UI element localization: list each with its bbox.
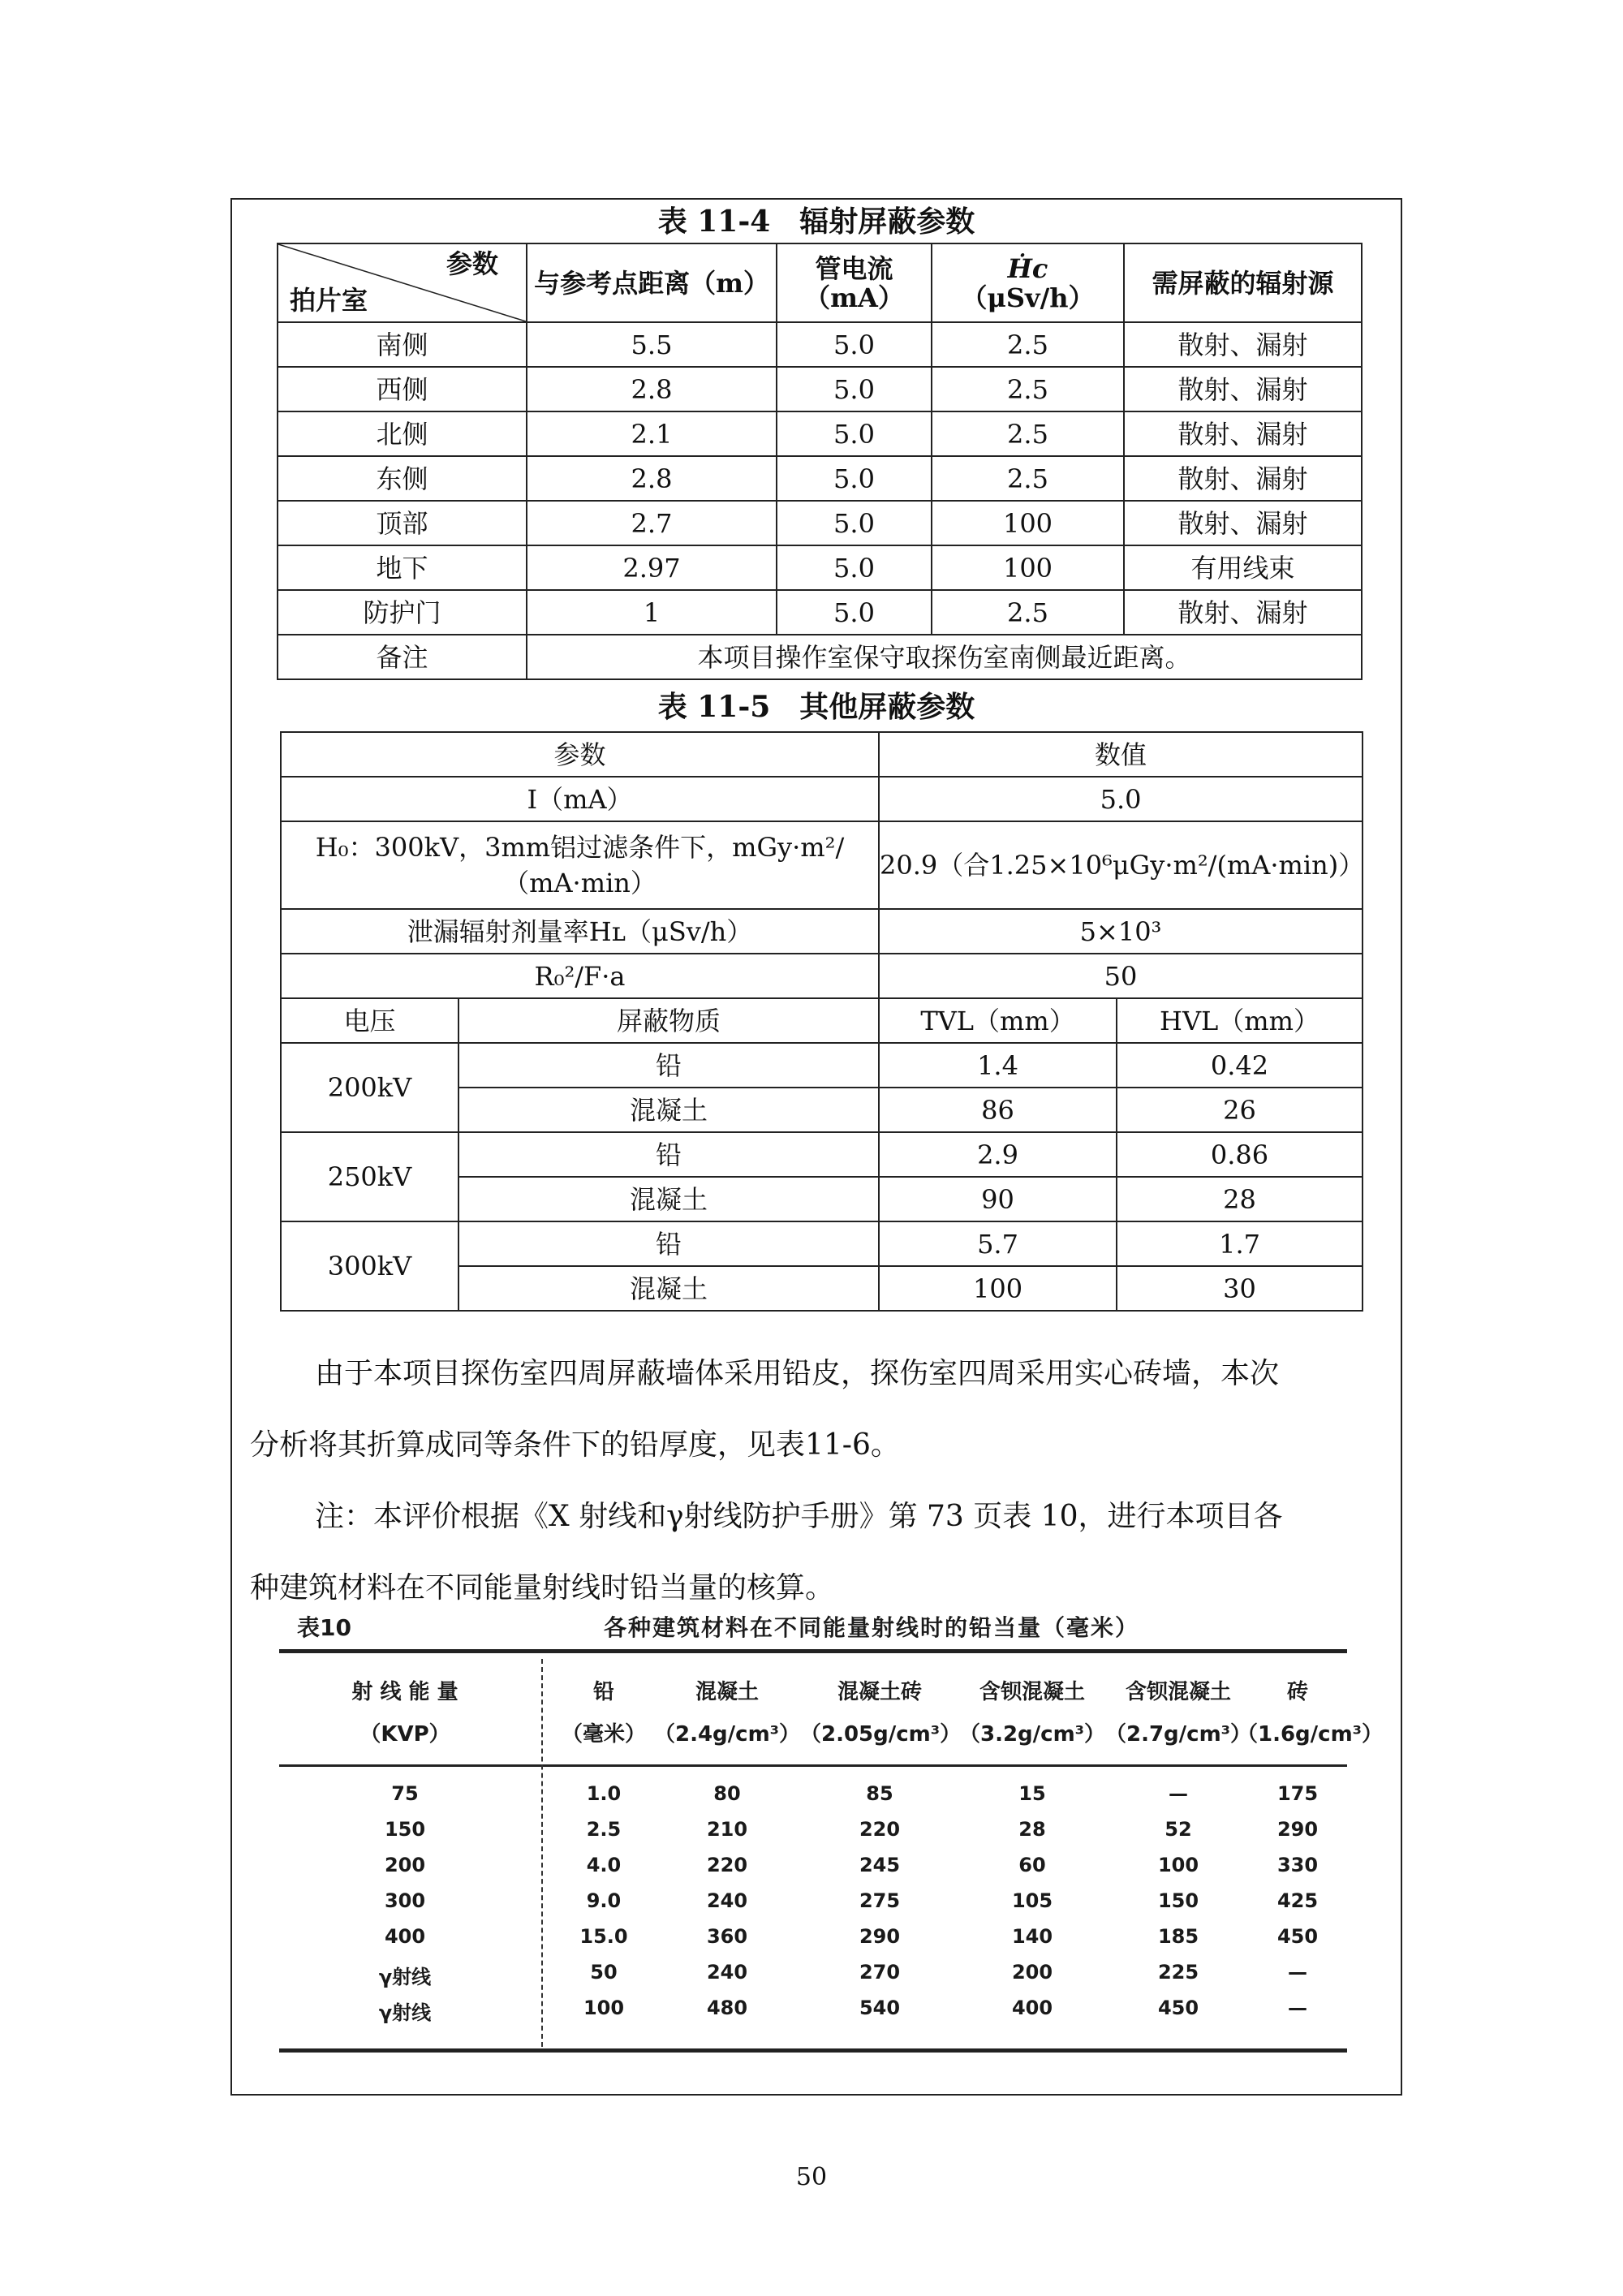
scan-cell: 28 [1018, 1818, 1046, 1841]
room-name: 南侧 [278, 322, 527, 367]
hc-cell: 100 [932, 501, 1124, 545]
scan-cell: 200 [1011, 1961, 1053, 1984]
hvl-cell: 28 [1117, 1177, 1363, 1221]
scan-cell: 290 [1276, 1818, 1319, 1841]
current-cell: 5.0 [777, 590, 932, 635]
param-row [281, 777, 1363, 821]
scan-cell: 175 [1276, 1782, 1319, 1805]
scan-cell: 100 [1157, 1854, 1199, 1876]
table-11-4-caption: 表 11-4 辐射屏蔽参数 [657, 205, 975, 239]
source-cell: 散射、漏射 [1124, 590, 1362, 635]
scan-cell: 245 [859, 1854, 901, 1876]
scan-col-sub: （3.2g/cm³） [959, 1722, 1106, 1747]
material-cell: 铅 [458, 1043, 879, 1088]
param-value: 5.0 [879, 777, 1363, 821]
distance-cell: 2.8 [527, 367, 777, 411]
scan-cell: 85 [866, 1782, 893, 1805]
param-value: 5×10³ [879, 909, 1363, 954]
scan-cell: 150 [1157, 1889, 1199, 1912]
table-row [278, 545, 1362, 590]
scan-cell: 15.0 [579, 1925, 628, 1948]
hc-cell: 2.5 [932, 411, 1124, 456]
shield-header-row [281, 998, 1363, 1043]
hc-symbol: Ḣc [1007, 252, 1048, 284]
source-cell: 散射、漏射 [1124, 501, 1362, 545]
param-row [281, 909, 1363, 954]
scan-cell: 105 [1011, 1889, 1053, 1912]
header-rule [279, 1764, 1347, 1767]
scan-cell: 200 [384, 1854, 426, 1876]
voltage-header: 电压 [281, 998, 458, 1043]
tvl-cell: 2.9 [879, 1132, 1117, 1177]
top-rule [279, 1649, 1347, 1653]
current-cell: 5.0 [777, 367, 932, 411]
scan-cell: 540 [859, 1997, 901, 2019]
bottom-rule [279, 2048, 1347, 2053]
table-row [278, 367, 1362, 411]
param-value: 20.9（合1.25×10⁶μGy·m²/(mA·min)） [879, 821, 1363, 909]
scan-col-header: 含钡混凝土 [979, 1680, 1085, 1704]
scan-cell: 1.0 [586, 1782, 622, 1805]
param-header-row [281, 732, 1363, 777]
scan-cell: 240 [706, 1961, 748, 1984]
material-header: 屏蔽物质 [458, 998, 879, 1043]
scanned-table-10 [279, 1610, 1384, 2048]
scan-cell: 80 [713, 1782, 741, 1805]
room-name: 顶部 [278, 501, 527, 545]
shield-row [281, 1221, 1363, 1266]
current-cell: 5.0 [777, 501, 932, 545]
source-cell: 散射、漏射 [1124, 322, 1362, 367]
scan-cell: 150 [384, 1818, 426, 1841]
scan-cell: 220 [859, 1818, 901, 1841]
paragraph-line: 分析将其折算成同等条件下的铅厚度，见表11-6。 [250, 1428, 900, 1462]
scan-cell: 100 [583, 1997, 625, 2019]
scan-cell: 330 [1276, 1854, 1319, 1876]
scan-cell: 2.5 [586, 1818, 622, 1841]
room-name: 北侧 [278, 411, 527, 456]
param-row [281, 821, 1363, 909]
scan-col-header: 砖 [1286, 1680, 1308, 1704]
paragraph-line: 种建筑材料在不同能量射线时铅当量的核算。 [250, 1571, 835, 1605]
table-11-4 [277, 243, 1363, 680]
scan-cell: 290 [859, 1925, 901, 1948]
distance-header: 与参考点距离（m） [527, 243, 777, 322]
scan-col-sub: （2.4g/cm³） [654, 1722, 801, 1747]
scan-cell: 450 [1276, 1925, 1319, 1948]
source-cell: 散射、漏射 [1124, 367, 1362, 411]
param-name: I（mA） [281, 777, 879, 821]
scan-cell: 400 [1011, 1997, 1053, 2019]
scan-cell: 450 [1157, 1997, 1199, 2019]
current-cell: 5.0 [777, 456, 932, 501]
table-row [278, 590, 1362, 635]
room-name: 防护门 [278, 590, 527, 635]
scan-cell: 270 [859, 1961, 901, 1984]
diag-param-label: 参数 [446, 248, 498, 279]
scan-cell: 52 [1165, 1818, 1192, 1841]
scan-col-sub: （2.05g/cm³） [800, 1722, 962, 1747]
table-row [278, 501, 1362, 545]
tvl-cell: 86 [879, 1088, 1117, 1132]
hvl-cell: 26 [1117, 1088, 1363, 1132]
hc-cell: 2.5 [932, 367, 1124, 411]
note-text: 本项目操作室保守取探伤室南侧最近距离。 [527, 635, 1362, 679]
scan-cell: 360 [706, 1925, 748, 1948]
param-name: 泄漏辐射剂量率Hʟ（μSv/h） [281, 909, 879, 954]
value-header: 数值 [879, 732, 1363, 777]
distance-cell: 2.1 [527, 411, 777, 456]
distance-cell: 2.7 [527, 501, 777, 545]
room-name: 地下 [278, 545, 527, 590]
param-name: H₀：300kV，3mm铝过滤条件下，mGy·m²/（mA·min） [281, 821, 879, 909]
scan-cell: 240 [706, 1889, 748, 1912]
current-cell: 5.0 [777, 545, 932, 590]
scan-cell: 300 [384, 1889, 426, 1912]
current-cell: 5.0 [777, 411, 932, 456]
hvl-cell: 30 [1117, 1266, 1363, 1311]
scan-col-sub: （1.6g/cm³） [1237, 1722, 1384, 1747]
page-frame [230, 198, 1402, 2096]
material-cell: 铅 [458, 1132, 879, 1177]
param-name: R₀²/F·a [281, 954, 879, 998]
tvl-cell: 100 [879, 1266, 1117, 1311]
voltage-cell: 250kV [281, 1132, 458, 1221]
scan-col-header: 混凝土 [695, 1680, 759, 1704]
scan-cell: 425 [1276, 1889, 1319, 1912]
scan-cell: 400 [384, 1925, 426, 1948]
hc-header [932, 243, 1124, 322]
scan-cell: — [1169, 1782, 1188, 1805]
scan-cell: 9.0 [586, 1889, 622, 1912]
hvl-cell: 0.86 [1117, 1132, 1363, 1177]
table-row [278, 411, 1362, 456]
scan-col-sub: （毫米） [561, 1722, 646, 1747]
material-cell: 混凝土 [458, 1177, 879, 1221]
body-paragraphs [250, 1338, 1386, 1624]
voltage-cell: 300kV [281, 1221, 458, 1311]
scan-cell: 225 [1157, 1961, 1199, 1984]
table-11-5-caption: 表 11-5 其他屏蔽参数 [657, 690, 975, 724]
note-row [278, 635, 1362, 679]
source-cell: 散射、漏射 [1124, 456, 1362, 501]
hc-cell: 2.5 [932, 590, 1124, 635]
distance-cell: 2.8 [527, 456, 777, 501]
paragraph-line: 由于本项目探伤室四周屏蔽墙体采用铅皮，探伤室四周采用实心砖墙，本次 [315, 1357, 1280, 1390]
scan-col-header: 铅 [592, 1680, 614, 1704]
hvl-header: HVL（mm） [1117, 998, 1363, 1043]
distance-cell: 2.97 [527, 545, 777, 590]
tvl-cell: 1.4 [879, 1043, 1117, 1088]
scan-cell: 15 [1018, 1782, 1046, 1805]
diagonal-header-cell [278, 243, 527, 322]
shield-row [281, 1132, 1363, 1177]
scan-cell: 275 [859, 1889, 901, 1912]
note-label: 备注 [278, 635, 527, 679]
material-cell: 铅 [458, 1221, 879, 1266]
param-row [281, 954, 1363, 998]
hc-cell: 2.5 [932, 456, 1124, 501]
table-row [278, 322, 1362, 367]
table-header-row [278, 243, 1362, 322]
scan-cell: γ射线 [378, 2001, 432, 2024]
scan-table-label: 表10 [297, 1614, 351, 1641]
voltage-cell: 200kV [281, 1043, 458, 1132]
tvl-cell: 5.7 [879, 1221, 1117, 1266]
scan-cell: — [1288, 1961, 1307, 1984]
scan-col-sub: （KVP） [359, 1722, 450, 1747]
scan-cell: 4.0 [586, 1854, 622, 1876]
column-divider [541, 1659, 543, 2047]
hc-cell: 2.5 [932, 322, 1124, 367]
distance-cell: 5.5 [527, 322, 777, 367]
diag-room-label: 拍片室 [290, 285, 368, 316]
room-name: 东侧 [278, 456, 527, 501]
current-header: 管电流（mA） [777, 243, 932, 322]
hc-cell: 100 [932, 545, 1124, 590]
scan-cell: 75 [391, 1782, 419, 1805]
source-header: 需屏蔽的辐射源 [1124, 243, 1362, 322]
material-cell: 混凝土 [458, 1266, 879, 1311]
scan-table-title: 各种建筑材料在不同能量射线时的铅当量（毫米） [604, 1614, 1140, 1641]
scan-cell: γ射线 [378, 1966, 432, 1988]
tvl-cell: 90 [879, 1177, 1117, 1221]
param-value: 50 [879, 954, 1363, 998]
page-number: 50 [795, 2163, 828, 2191]
table-row [278, 456, 1362, 501]
scan-col-header: 混凝土砖 [837, 1680, 922, 1704]
material-cell: 混凝土 [458, 1088, 879, 1132]
scan-col-header: 射 线 能 量 [351, 1680, 458, 1704]
param-header: 参数 [281, 732, 879, 777]
current-cell: 5.0 [777, 322, 932, 367]
scan-col-header: 含钡混凝土 [1125, 1680, 1231, 1704]
hc-unit: （μSv/h） [961, 282, 1095, 313]
scan-cell: 480 [706, 1997, 748, 2019]
source-cell: 散射、漏射 [1124, 411, 1362, 456]
hvl-cell: 1.7 [1117, 1221, 1363, 1266]
scan-cell: 50 [590, 1961, 618, 1984]
scan-cell: — [1288, 1997, 1307, 2019]
tvl-header: TVL（mm） [879, 998, 1117, 1043]
scan-cell: 220 [706, 1854, 748, 1876]
scan-cell: 60 [1018, 1854, 1046, 1876]
paragraph-line: 注：本评价根据《X 射线和γ射线防护手册》第 73 页表 10，进行本项目各 [315, 1500, 1283, 1533]
scan-cell: 185 [1157, 1925, 1199, 1948]
scan-col-sub: （2.7g/cm³） [1105, 1722, 1252, 1747]
scan-cell: 210 [706, 1818, 748, 1841]
source-cell: 有用线束 [1124, 545, 1362, 590]
scan-cell: 140 [1011, 1925, 1053, 1948]
shield-row [281, 1043, 1363, 1088]
distance-cell: 1 [527, 590, 777, 635]
table-11-5 [280, 731, 1363, 1312]
room-name: 西侧 [278, 367, 527, 411]
hvl-cell: 0.42 [1117, 1043, 1363, 1088]
